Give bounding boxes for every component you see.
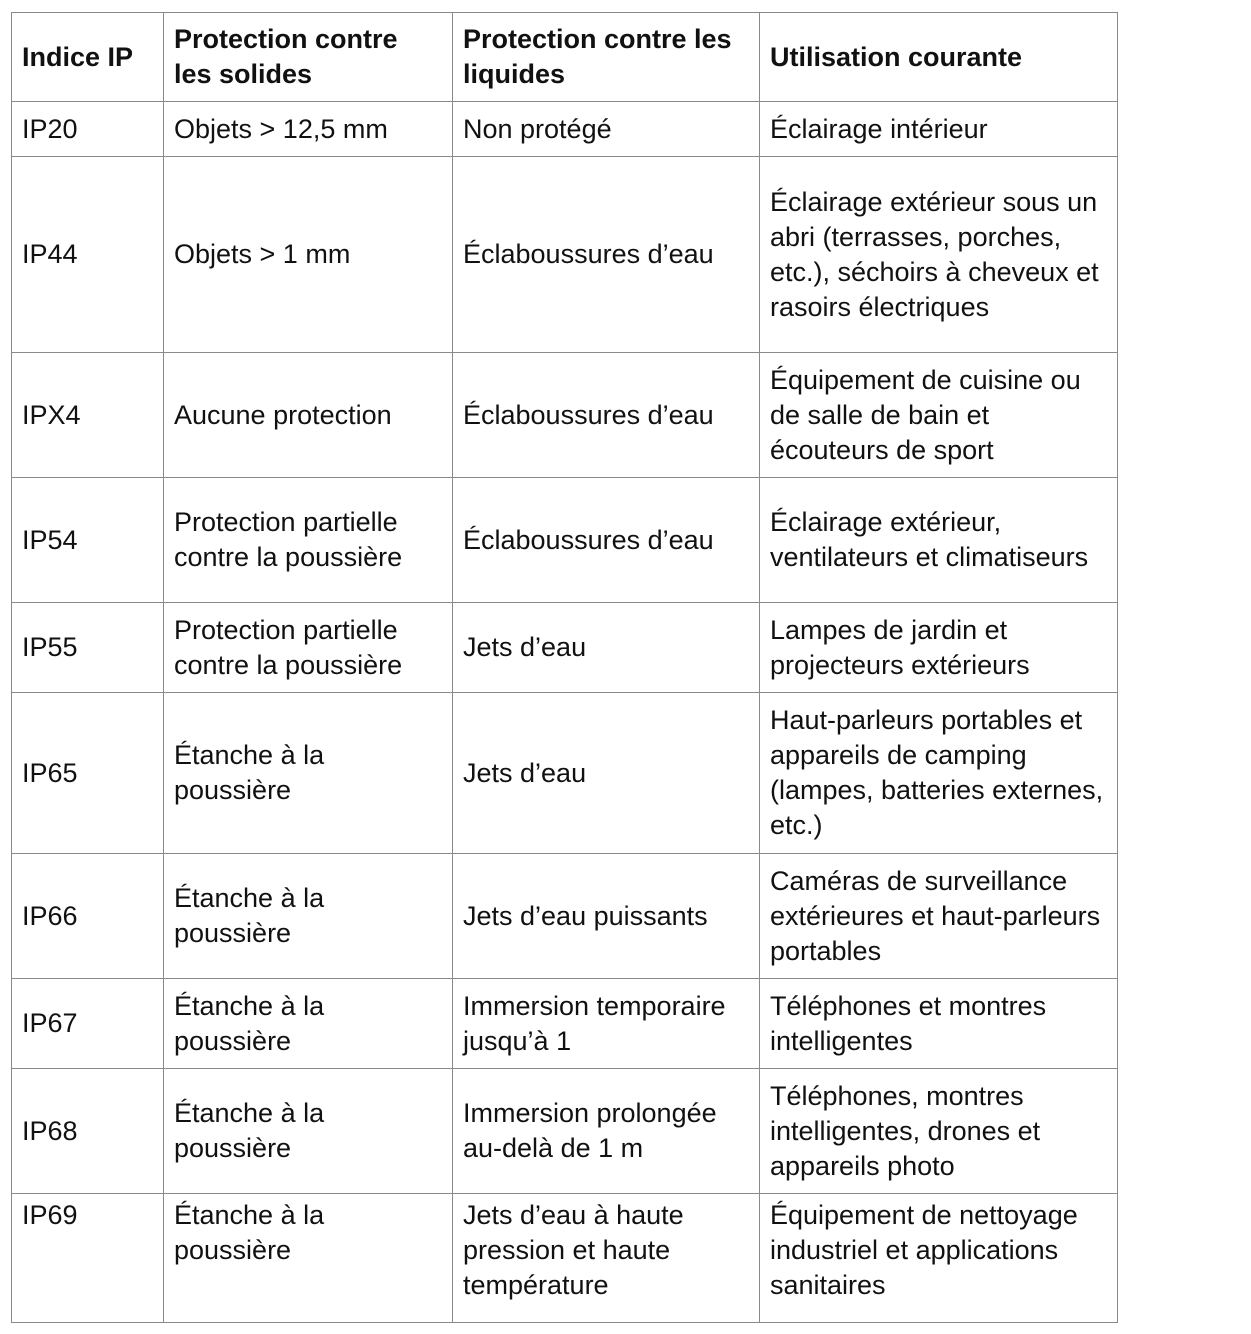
cell-liquids: Jets d’eau puissants	[453, 854, 760, 979]
cell-usage: Éclairage extérieur, ventilateurs et climatiseurs	[760, 478, 1118, 603]
table-row	[12, 603, 1118, 693]
header-row	[12, 13, 1118, 102]
cell-liquids: Éclaboussures d’eau	[453, 478, 760, 603]
cell-usage: Haut-parleurs portables et appareils de camping (lampes, batteries externes, etc.)	[760, 693, 1118, 854]
cell-ip-rating: IP44	[12, 157, 164, 353]
cell-liquids: Jets d’eau	[453, 603, 760, 693]
ip-rating-table	[11, 12, 1118, 1323]
cell-ip-rating: IP68	[12, 1069, 164, 1194]
cell-solids: Étanche à la poussière	[164, 1194, 453, 1323]
cell-solids: Étanche à la poussière	[164, 979, 453, 1069]
cell-usage: Lampes de jardin et projecteurs extérieurs	[760, 603, 1118, 693]
cell-liquids: Éclaboussures d’eau	[453, 353, 760, 478]
cell-liquids: Non protégé	[453, 102, 760, 157]
cell-usage: Caméras de surveillance extérieures et haut-parleurs portables	[760, 854, 1118, 979]
cell-ip-rating: IP67	[12, 979, 164, 1069]
cell-usage: Téléphones et montres intelligentes	[760, 979, 1118, 1069]
cell-solids: Objets > 1 mm	[164, 157, 453, 353]
cell-usage: Éclairage intérieur	[760, 102, 1118, 157]
cell-solids: Objets > 12,5 mm	[164, 102, 453, 157]
cell-usage: Équipement de nettoyage industriel et applications sanitaires	[760, 1194, 1118, 1323]
cell-liquids: Éclaboussures d’eau	[453, 157, 760, 353]
cell-liquids: Immersion temporaire jusqu’à 1	[453, 979, 760, 1069]
cell-ip-rating: IPX4	[12, 353, 164, 478]
cell-usage: Équipement de cuisine ou de salle de bain et écouteurs de sport	[760, 353, 1118, 478]
table-row	[12, 102, 1118, 157]
cell-solids: Protection partielle contre la poussière	[164, 478, 453, 603]
cell-solids: Protection partielle contre la poussière	[164, 603, 453, 693]
table-row	[12, 1194, 1118, 1323]
header-common-use: Utilisation courante	[760, 13, 1118, 102]
cell-ip-rating: IP55	[12, 603, 164, 693]
table-row	[12, 157, 1118, 353]
table-row	[12, 693, 1118, 854]
cell-solids: Étanche à la poussière	[164, 1069, 453, 1194]
header-liquids-protection: Protection contre les liquides	[453, 13, 760, 102]
cell-usage: Téléphones, montres intelligentes, drones et appareils photo	[760, 1069, 1118, 1194]
table-row	[12, 979, 1118, 1069]
table-row	[12, 1069, 1118, 1194]
table-row	[12, 854, 1118, 979]
cell-usage: Éclairage extérieur sous un abri (terrasses, porches, etc.), séchoirs à cheveux et rasoirs électriques	[760, 157, 1118, 353]
table-row	[12, 353, 1118, 478]
header-ip-rating: Indice IP	[12, 13, 164, 102]
cell-solids: Étanche à la poussière	[164, 854, 453, 979]
cell-liquids: Immersion prolongée au-delà de 1 m	[453, 1069, 760, 1194]
cell-ip-rating: IP54	[12, 478, 164, 603]
table-row	[12, 478, 1118, 603]
cell-solids: Étanche à la poussière	[164, 693, 453, 854]
header-solids-protection: Protection contre les solides	[164, 13, 453, 102]
cell-solids: Aucune protection	[164, 353, 453, 478]
cell-ip-rating: IP66	[12, 854, 164, 979]
cell-liquids: Jets d’eau	[453, 693, 760, 854]
cell-liquids: Jets d’eau à haute pression et haute température	[453, 1194, 760, 1323]
cell-ip-rating: IP69	[12, 1194, 164, 1323]
cell-ip-rating: IP20	[12, 102, 164, 157]
cell-ip-rating: IP65	[12, 693, 164, 854]
